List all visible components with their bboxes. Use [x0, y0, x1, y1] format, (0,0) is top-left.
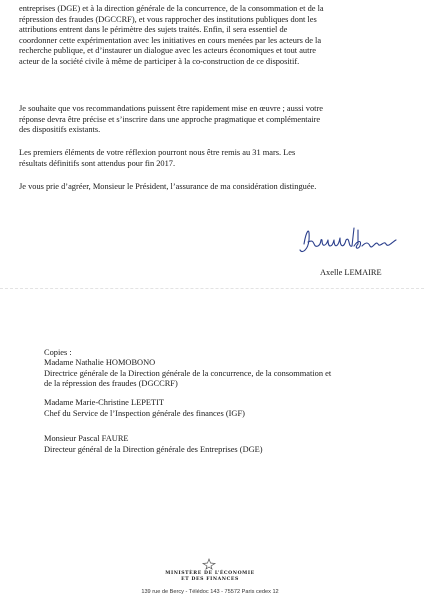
body-paragraph	[19, 104, 405, 136]
text-line: entreprises (DGE) et à la direction générale de la concurrence, de la consommation et de la	[19, 4, 324, 13]
ministry-address: 139 rue de Bercy - Télédoc 143 - 75572 Paris cedex 12	[141, 589, 279, 595]
signer-name: Axelle LEMAIRE	[320, 268, 382, 277]
recipient-title: de la répression des fraudes (DGCCRF)	[44, 379, 178, 389]
copy-recipient	[44, 398, 384, 419]
copy-recipient	[44, 358, 384, 390]
divider	[0, 288, 424, 289]
copy-recipient	[44, 434, 384, 455]
text-line: réponse devra être précise et s’inscrire dans une approche pragmatique et complémentaire	[19, 114, 321, 124]
text-line: des dispositifs existants.	[19, 125, 101, 135]
ministry-emblem-icon	[200, 558, 218, 570]
recipient-name: Monsieur Pascal FAURE	[44, 434, 129, 443]
closing-paragraph	[19, 182, 405, 193]
ministry-name: MINISTÈRE DE L’ÉCONOMIE	[165, 571, 255, 576]
body-paragraph	[19, 148, 405, 169]
text-line: recherche publique, et d’instaurer un dialogue avec les acteurs économiques et tout autre	[19, 46, 316, 56]
text-line: résultats définitifs sont attendus pour fin 2017.	[19, 158, 176, 168]
ministry-name: ET DES FINANCES	[181, 577, 239, 582]
body-paragraph	[19, 4, 405, 68]
recipient-name: Madame Marie-Christine LEPETIT	[44, 398, 165, 407]
recipient-title: Directeur général de la Direction générale des Entreprises (DGE)	[44, 444, 263, 454]
text-line: acteur de la société civile à même de participer à la co-construction de ce dispositif.	[19, 56, 300, 66]
handwritten-signature	[296, 218, 402, 260]
recipient-name: Madame Nathalie HOMOBONO	[44, 358, 156, 367]
text-line: répression des fraudes (DGCCRF), et vous rapprocher des institutions publiques dont les	[19, 14, 317, 24]
text-line: coordonner cette expérimentation avec les initiatives en cours menées par les acteurs de la	[19, 35, 322, 45]
text-line: attributions entrent dans le périmètre des sujets traités. Enfin, il sera essentiel de	[19, 25, 288, 35]
text-line: Les premiers éléments de votre réflexion pourront nous être remis au 31 mars. Les	[19, 148, 296, 157]
text-line: Je vous prie d’agréer, Monsieur le Président, l’assurance de ma considération distinguée.	[19, 182, 317, 191]
recipient-title: Directrice générale de la Direction générale de la concurrence, de la consommation et	[44, 368, 332, 378]
text-line: Je souhaite que vos recommandations puissent être rapidement mise en œuvre ; aussi votre	[19, 104, 323, 113]
recipient-title: Chef du Service de l’Inspection générale des finances (IGF)	[44, 408, 245, 418]
copies-label: Copies :	[44, 348, 72, 357]
